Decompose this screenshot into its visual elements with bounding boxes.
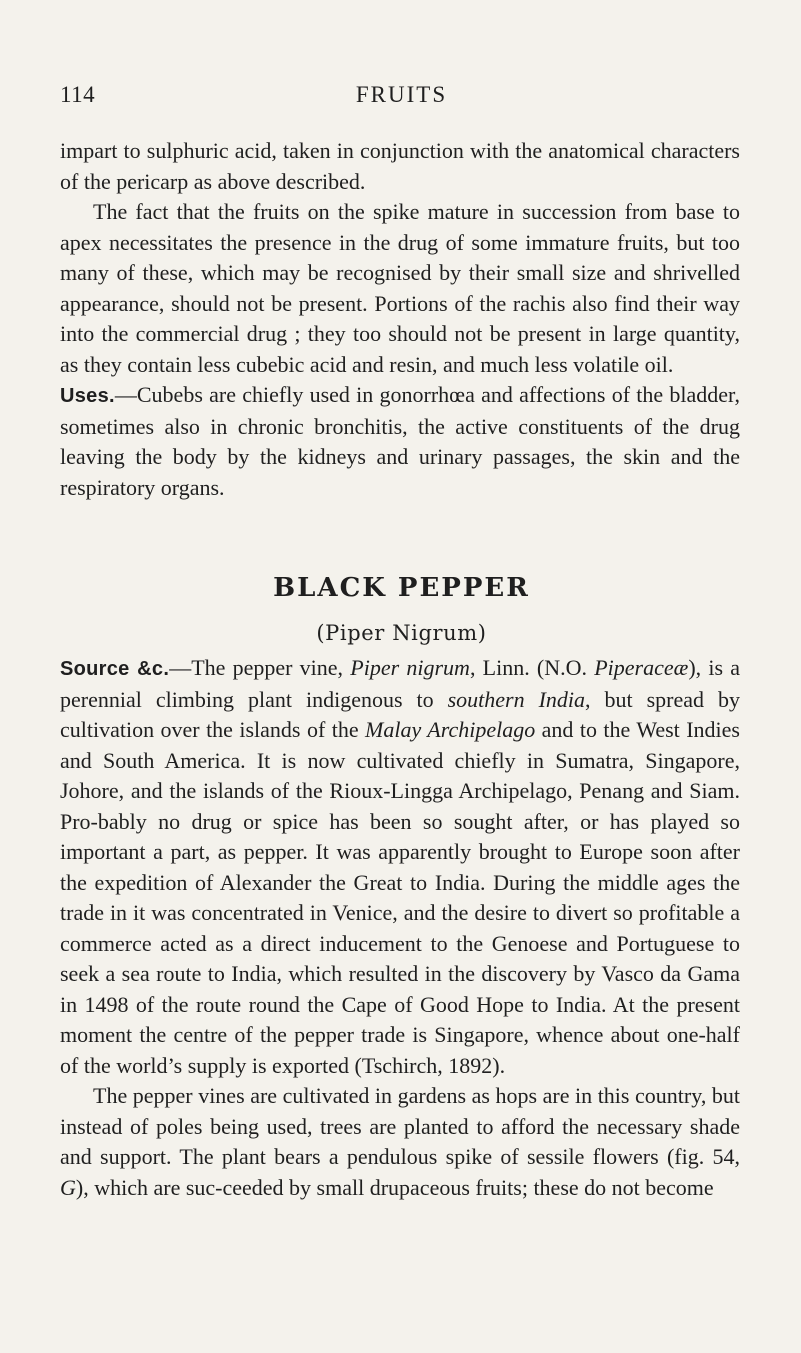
paragraph-immature-fruits: The fact that the fruits on the spike mature in succession from base to apex necessitates the presence in the drug of some immature fruits, but too many of these, which may be recognised by their small size and shrivelled appearance, should not be present. Portions of the rachis also find their way into the commercial drug ; they too should not be present in large quantity, as they contain less cubebic acid and resin, and much less volatile oil. — [60, 199, 740, 377]
black-pepper-text-block — [60, 653, 740, 1203]
section-title: BLACK PEPPER — [273, 573, 530, 603]
source-text-6: southern India — [447, 686, 586, 712]
page-header — [60, 82, 743, 112]
source-text-1: —The pepper vine, — [169, 655, 351, 680]
source-text-2: Piper nigrum — [350, 655, 470, 680]
source-text-8: Malay Archipelago — [365, 717, 536, 742]
source-text-7: , but spread by cultivation over the islands of the — [60, 686, 740, 742]
section-subtitle: (Piper Nigrum) — [316, 621, 487, 645]
source-text-5: ), is a perennial climbing plant indigenous to — [60, 655, 741, 712]
uses-text: —Cubebs are chiefly used in gonorrhœa and affections of the bladder, sometimes also in chronic bronchitis, the active constituents of the drug leaving the body by the kidneys and urinary passages, the skin and the respiratory organs. — [60, 382, 740, 500]
source-heading: Source &c. — [60, 658, 170, 680]
pepper-vines-text-3: ), which are suc-ceeded by small drupaceous fruits; these do not become — [75, 1174, 714, 1200]
running-title: FRUITS — [355, 82, 448, 107]
pepper-vines-text-1: The pepper vines are cultivated in gardens as hops are in this country, but instead of poles being used, trees are planted to afford the necessary shade and support. The plant bears a pendulous spike of sessile flowers (fig. 54, — [60, 1083, 740, 1169]
paragraph-impart: impart to sulphuric acid, taken in conjunction with the anatomical characters of the pericarp as above described. — [60, 138, 740, 194]
pepper-vines-text-2: G — [60, 1174, 76, 1200]
paragraph-source — [60, 653, 740, 1081]
paragraph-uses — [60, 380, 740, 503]
uses-heading: Uses. — [60, 385, 115, 407]
source-text-3: , Linn. (N.O. — [469, 655, 595, 680]
page-number: 114 — [60, 82, 96, 107]
source-text-4: Piperaceæ — [594, 655, 689, 680]
cubebs-text-block — [60, 136, 740, 503]
source-text-9: and to the West Indies and South America. It is now cultivated chiefly in Sumatra, Singapore, Johore, and the islands of the Rioux-Lingga Archipelago, Penang and Siam. Pro-bably no drug or spice has been so sought after, or has played so important a part, as pepper. It was apparently brought to Europe soon after the expedition of Alexander the Great to India. During the middle ages the trade in it was concentrated in Venice, and the desire to divert so profitable a commerce acted as a direct inducement to the Genoese and Portuguese to seek a sea route to India, which resulted in the discovery by Vasco da Gama in 1498 of the route round the Cape of Good Hope to India. At the present moment the centre of the pepper trade is Singapore, whence about one-half of the world’s supply is exported (Tschirch, 1892). — [60, 717, 740, 1078]
paragraph-pepper-vines — [60, 1081, 740, 1203]
